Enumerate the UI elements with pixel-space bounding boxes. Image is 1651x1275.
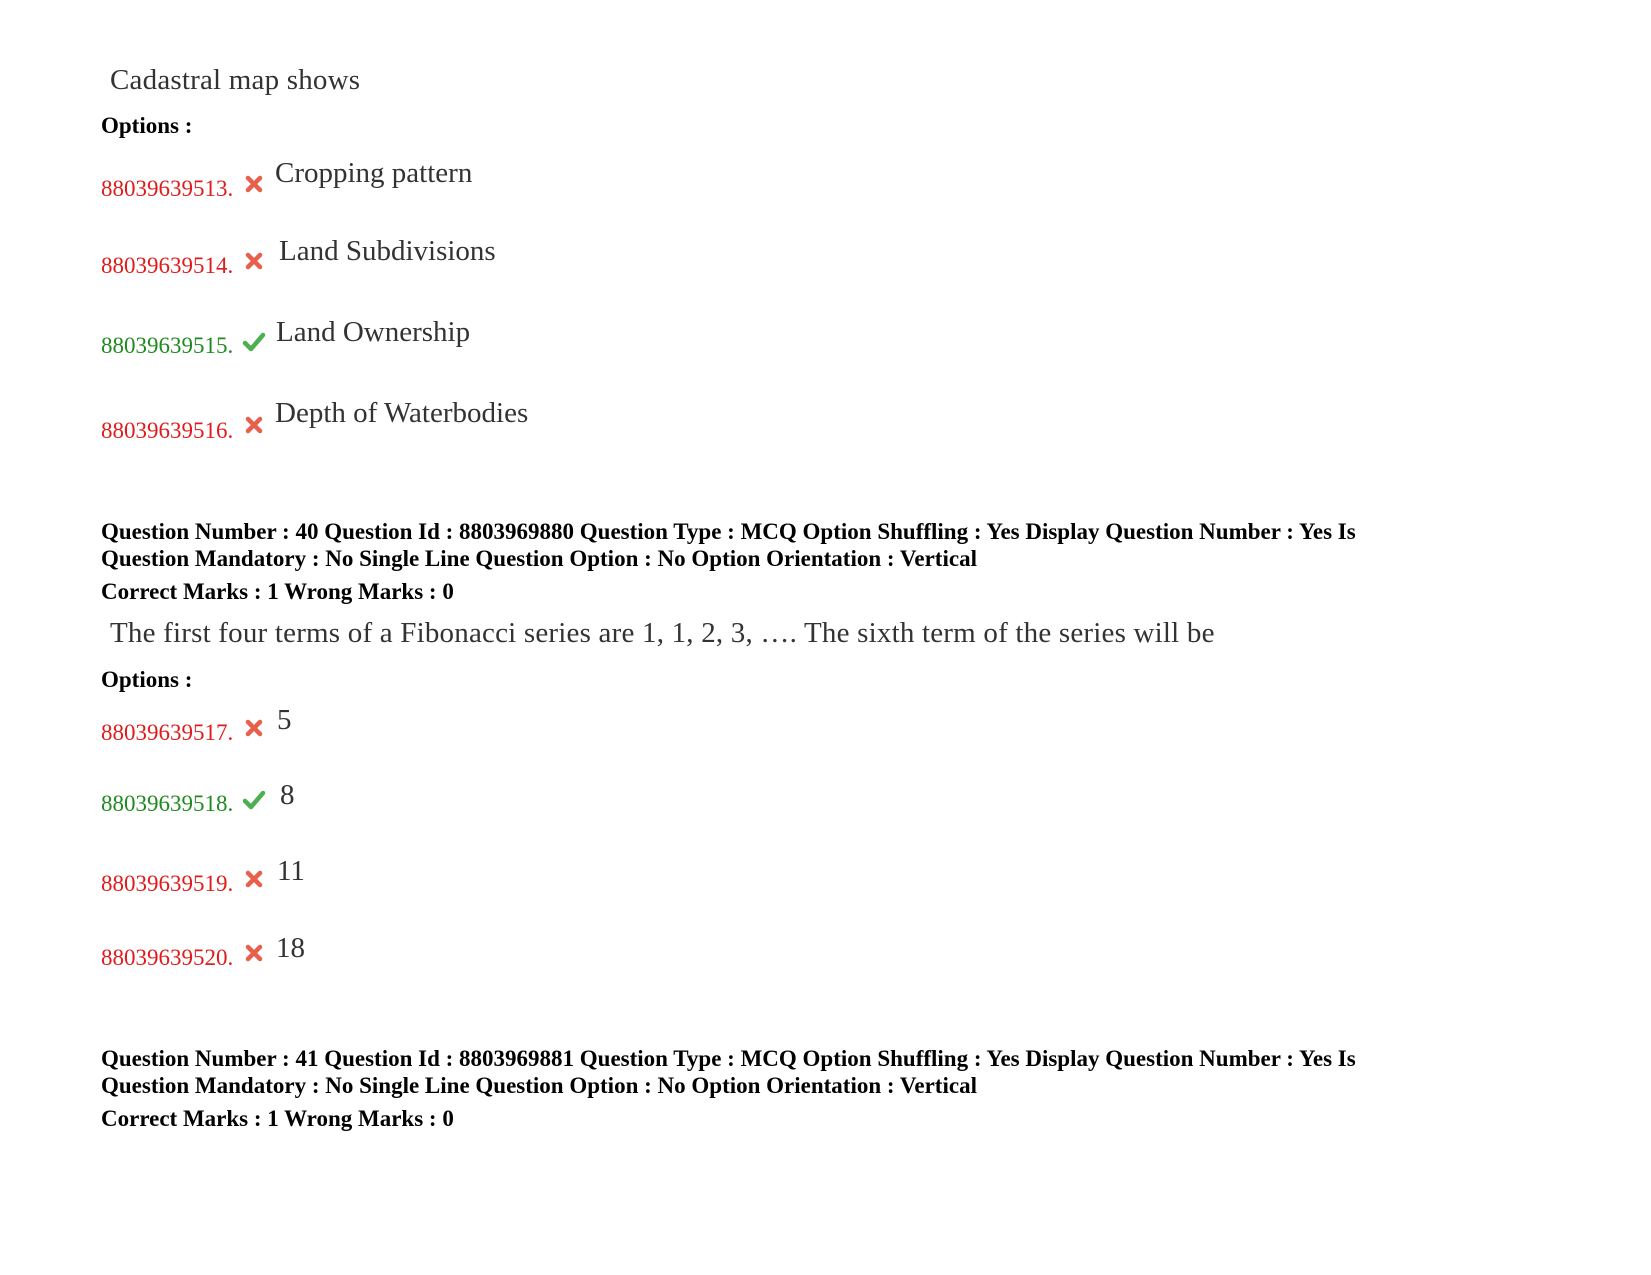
question-text: The first four terms of a Fibonacci series are 1, 1, 2, 3, …. The sixth term of the series will be <box>110 617 1215 649</box>
option-text: 8 <box>280 779 295 811</box>
option-text: 18 <box>276 932 305 964</box>
question-meta-line2: Question Mandatory : No Single Line Question Option : No Option Orientation : Vertical <box>101 546 977 571</box>
option-id: 88039639515. <box>101 333 234 358</box>
option-text: Depth of Waterbodies <box>275 397 529 429</box>
option-text: Cropping pattern <box>275 157 473 189</box>
cross-icon <box>243 250 265 272</box>
cross-icon <box>243 942 265 964</box>
option-id: 88039639516. <box>101 418 234 443</box>
options-label: Options : <box>101 667 193 692</box>
option-id: 88039639520. <box>101 945 234 970</box>
cross-icon <box>243 173 265 195</box>
option-text: Land Ownership <box>276 316 471 348</box>
question-meta-line1: Question Number : 40 Question Id : 8803969880 Question Type : MCQ Option Shuffling : Yes Display Question Number : Yes Is <box>101 519 1356 544</box>
option-text: 5 <box>277 704 292 736</box>
question-marks: Correct Marks : 1 Wrong Marks : 0 <box>101 1106 454 1131</box>
check-icon <box>242 330 266 354</box>
question-meta-line2: Question Mandatory : No Single Line Question Option : No Option Orientation : Vertical <box>101 1073 977 1098</box>
option-id: 88039639514. <box>101 253 234 278</box>
question-marks: Correct Marks : 1 Wrong Marks : 0 <box>101 579 454 604</box>
options-label: Options : <box>101 113 193 138</box>
check-icon <box>242 788 266 812</box>
question-meta-line1: Question Number : 41 Question Id : 8803969881 Question Type : MCQ Option Shuffling : Yes Display Question Number : Yes Is <box>101 1046 1356 1071</box>
option-id: 88039639519. <box>101 871 234 896</box>
cross-icon <box>243 717 265 739</box>
option-text: 11 <box>277 855 305 887</box>
question-text: Cadastral map shows <box>110 64 361 96</box>
option-id: 88039639518. <box>101 791 234 816</box>
option-id: 88039639517. <box>101 720 234 745</box>
option-id: 88039639513. <box>101 176 234 201</box>
cross-icon <box>243 868 265 890</box>
option-text: Land Subdivisions <box>279 235 496 267</box>
cross-icon <box>243 414 265 436</box>
